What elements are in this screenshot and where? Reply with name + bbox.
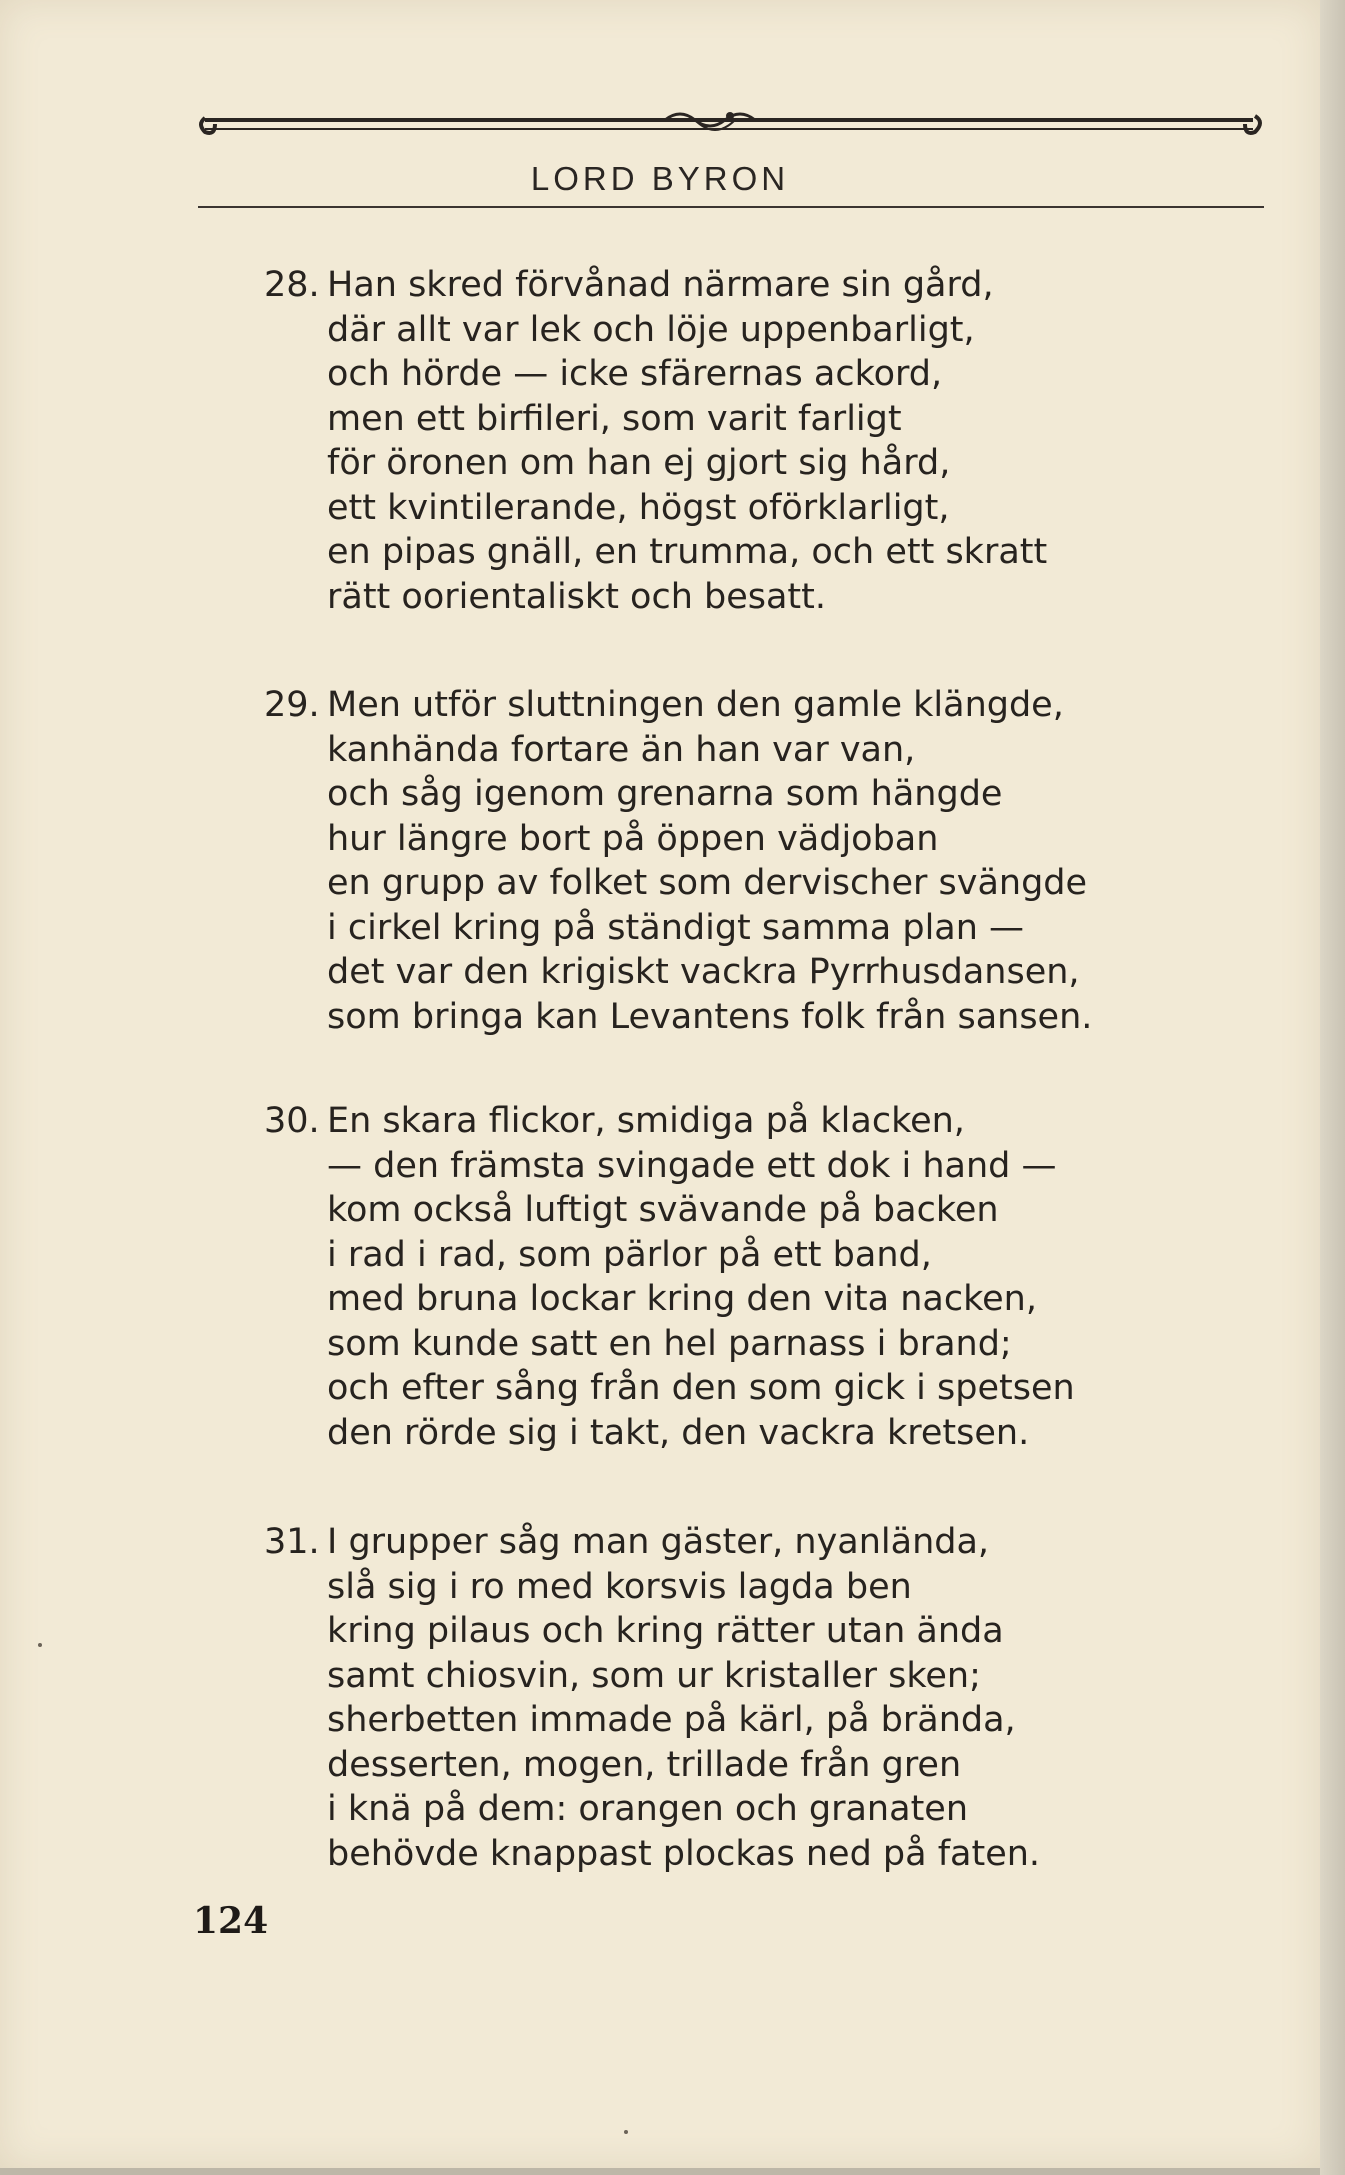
verse-line: 29. Men utför sluttningen den gamle klängde, (264, 683, 1224, 728)
running-title: LORD BYRON (530, 160, 790, 197)
verse-line: i rad i rad, som pärlor på ett band, (327, 1234, 932, 1275)
verse-line: sherbetten immade på kärl, på brända, (327, 1700, 1016, 1740)
paper-speck (624, 2130, 628, 2134)
verse-line: kom också luftigt svävande på backen (327, 1190, 999, 1230)
verse-line: som kunde satt en hel parnass i brand; (327, 1323, 1012, 1364)
page-number: 124 (193, 1900, 269, 1942)
verse-line: kring pilaus och kring rätter utan ända (327, 1611, 1004, 1651)
verse-line: 30. En skara flickor, smidiga på klacken, (264, 1099, 1224, 1144)
verse-line: den rörde sig i takt, den vackra kretsen. (327, 1412, 1030, 1453)
stanza-28 (264, 263, 1224, 619)
stanza-30 (264, 1099, 1224, 1455)
verse-line: en pipas gnäll, en trumma, och ett skratt (327, 532, 1048, 572)
verse-line: i cirkel kring på ständigt samma plan — (327, 907, 1025, 948)
verse-line: men ett birfileri, som varit farligt (327, 398, 902, 439)
verse-line: kanhända fortare än han var van, (327, 729, 916, 770)
stanza-31 (264, 1520, 1224, 1876)
verse-line: en grupp av folket som dervischer svängde (327, 863, 1088, 903)
verse-line: samt chiosvin, som ur kristaller sken; (327, 1655, 981, 1696)
stanza-number: 28. (264, 265, 320, 305)
verse-line: — den främsta svingade ett dok i hand — (327, 1145, 1057, 1186)
stanza-number: 31. (264, 1522, 320, 1562)
verse-line: med bruna lockar kring den vita nacken, (327, 1279, 1037, 1319)
stanza-number: 29. (264, 685, 320, 725)
verse-line: behövde knappast plockas ned på faten. (327, 1833, 1041, 1874)
verse-line: rätt oorientaliskt och besatt. (327, 576, 827, 617)
verse-line: slå sig i ro med korsvis lagda ben (327, 1566, 912, 1607)
stanza-29 (264, 683, 1224, 1039)
paper-speck (38, 1643, 42, 1647)
verse-line: desserten, mogen, trillade från gren (327, 1744, 962, 1785)
verse-line: 28. Han skred förvånad närmare sin gård, (264, 263, 1224, 308)
header-ornament-icon (195, 108, 1265, 154)
verse-line: för öronen om han ej gjort sig hård, (327, 443, 951, 483)
verse-line: 31. I grupper såg man gäster, nyanlända, (264, 1520, 1224, 1565)
verse-line: ett kvintilerande, högst oförklarligt, (327, 487, 950, 528)
stanza-number: 30. (264, 1101, 320, 1141)
page-edge (1320, 0, 1345, 2175)
verse-line: och såg igenom grenarna som hängde (327, 774, 1003, 814)
verse-line: hur längre bort på öppen vädjoban (327, 818, 939, 859)
verse-line: som bringa kan Levantens folk från sansen. (327, 996, 1093, 1037)
verse-line: i knä på dem: orangen och granaten (327, 1789, 969, 1829)
verse-line: det var den krigiskt vackra Pyrrhusdansen, (327, 952, 1080, 992)
header-rule (198, 206, 1264, 208)
verse-line: och efter sång från den som gick i spetsen (327, 1368, 1075, 1408)
verse-line: och hörde — icke sfärernas ackord, (327, 354, 943, 394)
verse-line: där allt var lek och löje uppenbarligt, (327, 309, 975, 350)
